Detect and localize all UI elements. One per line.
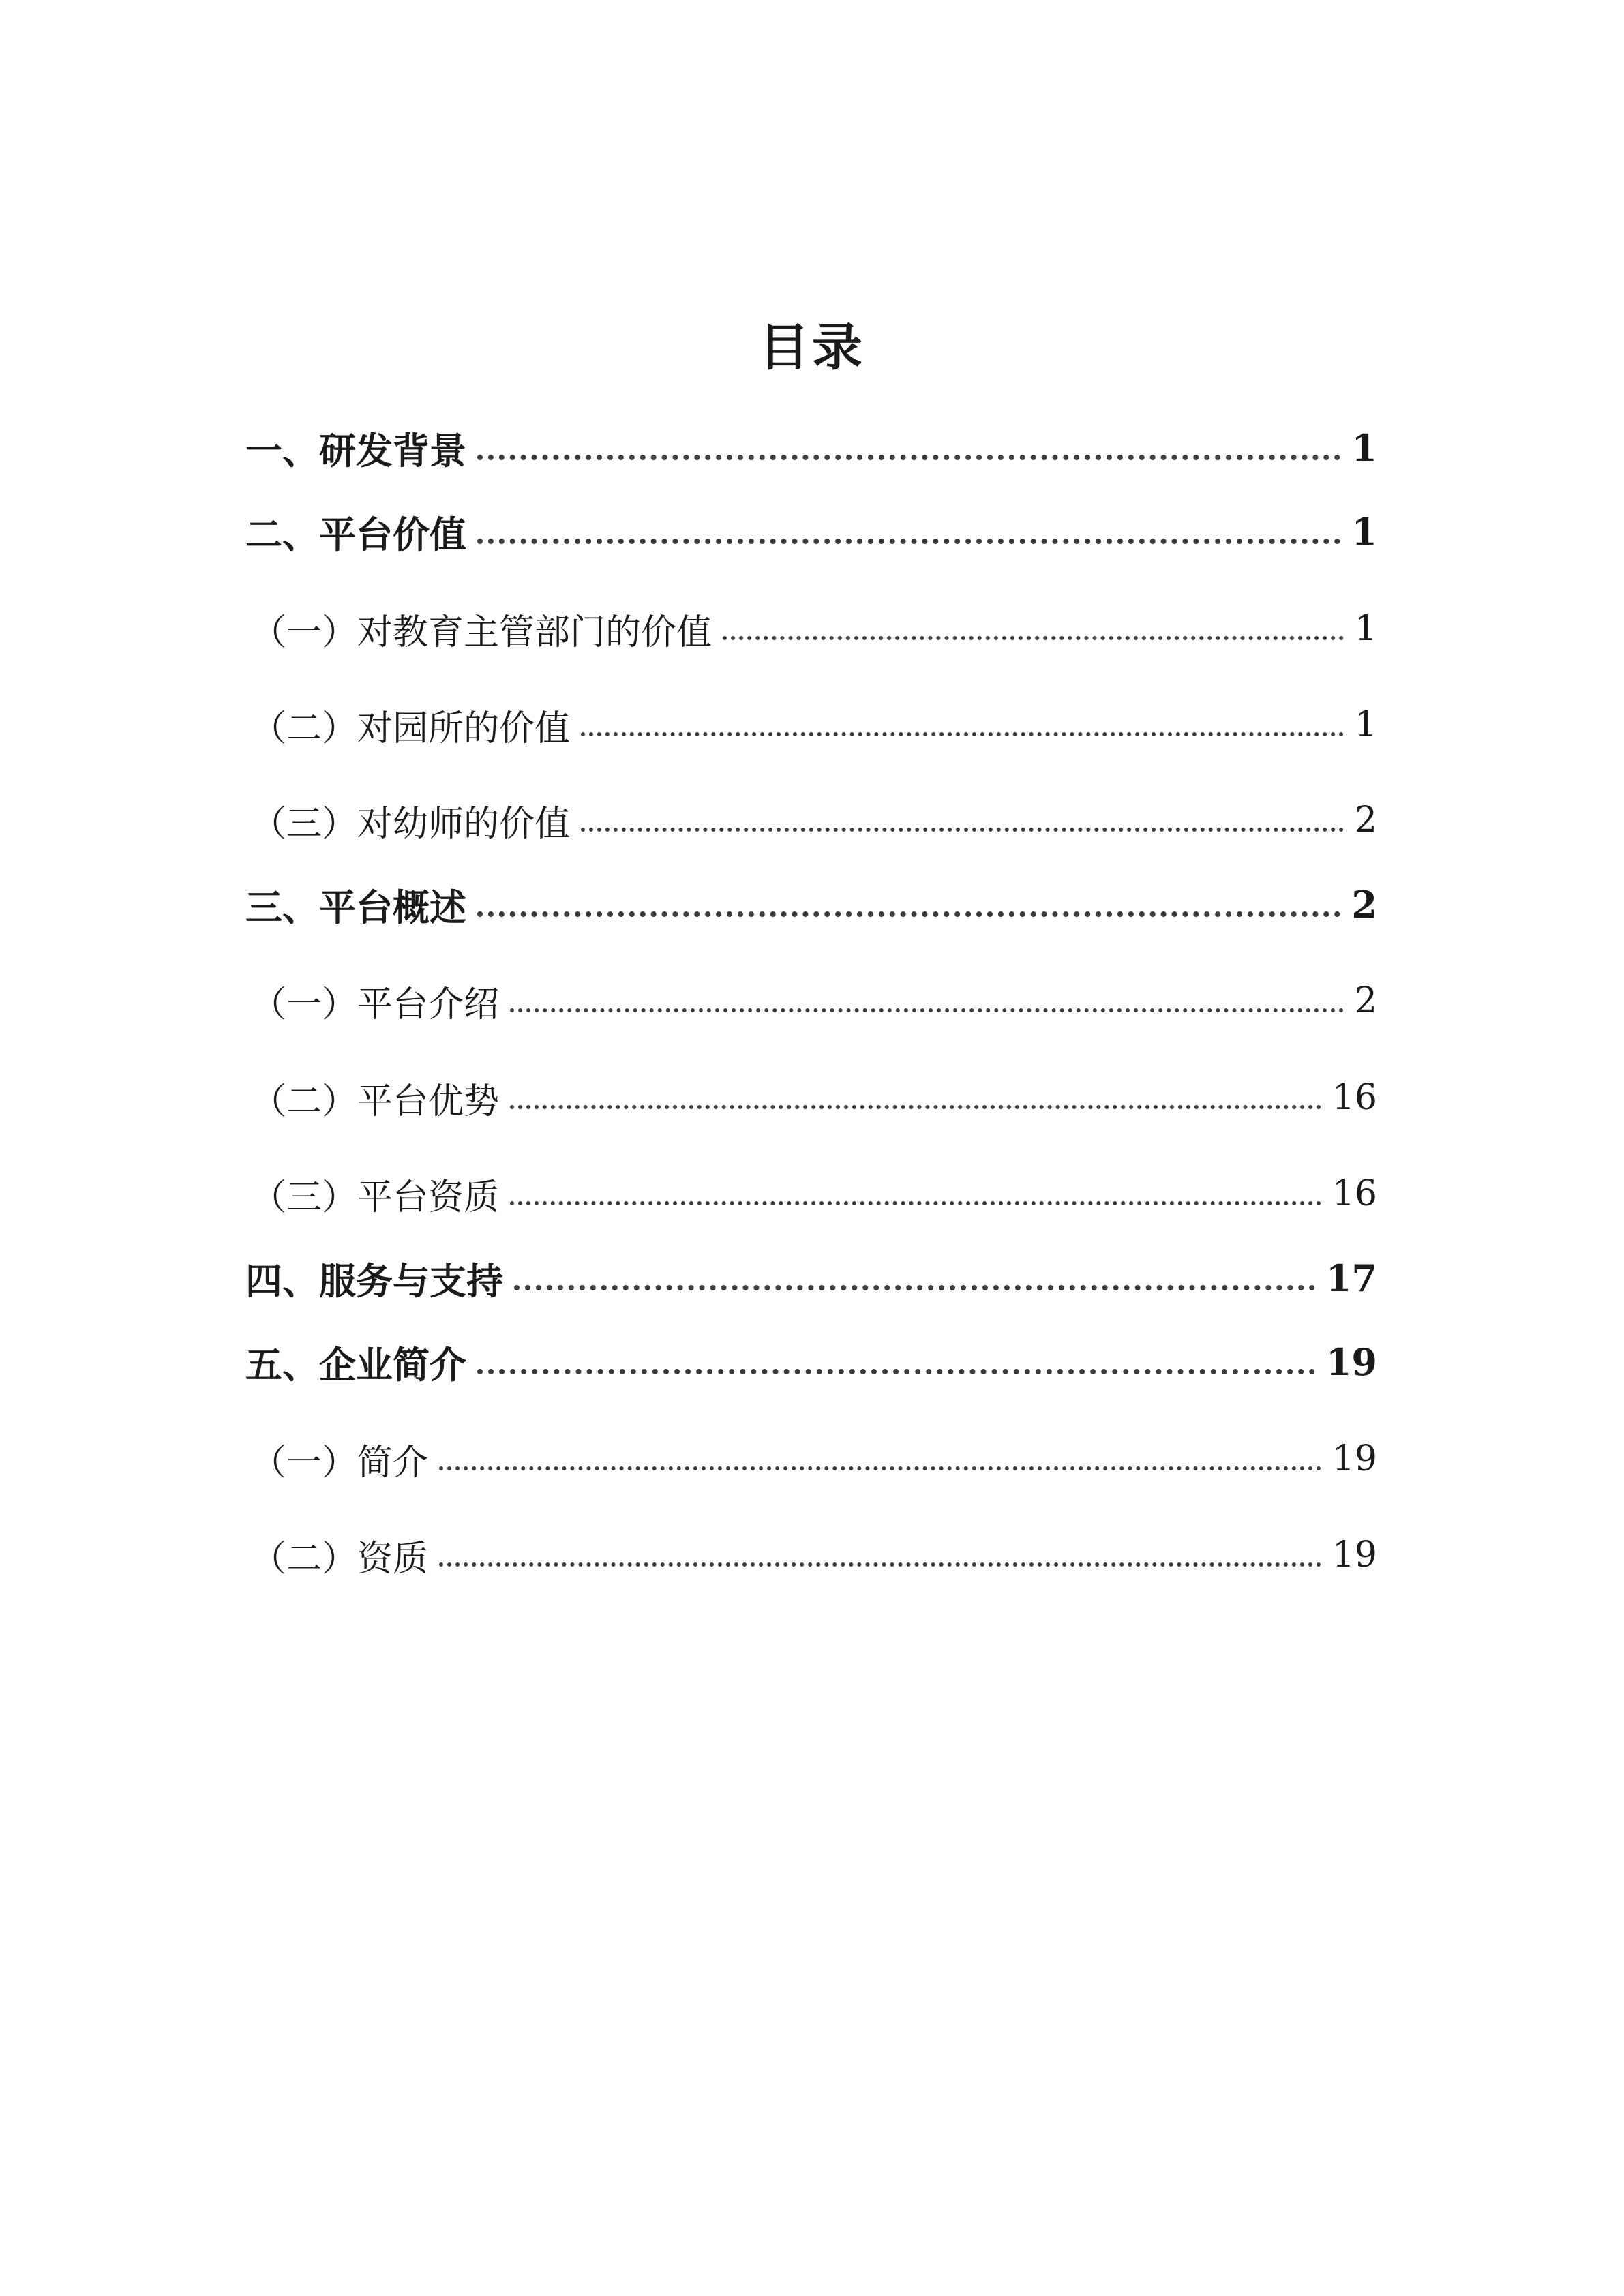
toc-entry-label: （三）平台资质 xyxy=(251,1177,500,1218)
toc-entry-label: 二、平台价值 xyxy=(245,512,466,556)
toc-dot-leader xyxy=(581,828,1344,832)
toc-dot-leader xyxy=(510,1008,1344,1012)
toc-entry-label: 四、服务与支持 xyxy=(245,1258,503,1303)
toc-title: 目录 xyxy=(759,318,865,377)
toc-entry-page: 1 xyxy=(1354,704,1377,745)
toc-entry-label: 一、研发背景 xyxy=(245,428,466,472)
toc-dot-leader xyxy=(477,539,1340,544)
toc-entry[interactable] xyxy=(245,1335,1377,1389)
toc-list xyxy=(245,0,1377,2296)
toc-entry-label: （一）简介 xyxy=(251,1442,429,1483)
toc-entry[interactable] xyxy=(245,1251,1377,1305)
toc-dot-leader xyxy=(723,636,1344,640)
toc-dot-leader xyxy=(510,1105,1321,1109)
toc-entry-page: 19 xyxy=(1325,1340,1377,1384)
toc-dot-leader xyxy=(477,1369,1315,1374)
toc-entry[interactable] xyxy=(245,1432,1377,1486)
toc-entry[interactable] xyxy=(245,877,1377,932)
toc-entry-page: 1 xyxy=(1354,608,1377,649)
toc-entry[interactable] xyxy=(245,504,1377,559)
toc-entry[interactable] xyxy=(245,973,1377,1028)
toc-entry[interactable] xyxy=(245,1528,1377,1582)
toc-dot-leader xyxy=(510,1201,1321,1205)
toc-dot-leader xyxy=(514,1285,1315,1290)
toc-entry-page: 17 xyxy=(1325,1256,1377,1300)
toc-entry-label: 三、平台概述 xyxy=(245,885,466,929)
toc-entry-page: 1 xyxy=(1351,426,1377,470)
toc-entry-page: 1 xyxy=(1351,510,1377,554)
toc-entry[interactable] xyxy=(245,421,1377,475)
toc-entry[interactable] xyxy=(245,697,1377,752)
toc-entry-page: 2 xyxy=(1351,883,1377,926)
toc-entry[interactable] xyxy=(245,1070,1377,1125)
toc-dot-leader xyxy=(439,1466,1321,1470)
toc-entry-page: 16 xyxy=(1332,1077,1377,1118)
toc-entry-page: 19 xyxy=(1332,1438,1377,1479)
toc-entry[interactable] xyxy=(245,1166,1377,1221)
toc-dot-leader xyxy=(477,455,1340,460)
toc-entry-page: 2 xyxy=(1354,800,1377,841)
toc-entry-page: 2 xyxy=(1354,980,1377,1021)
toc-dot-leader xyxy=(581,732,1344,736)
toc-entry-label: （二）对园所的价值 xyxy=(251,708,571,749)
toc-dot-leader xyxy=(439,1562,1321,1567)
toc-entry-label: （一）平台介绍 xyxy=(251,984,500,1025)
toc-entry[interactable] xyxy=(245,793,1377,847)
toc-entry-label: （二）资质 xyxy=(251,1538,429,1580)
toc-entry-label: （二）平台优势 xyxy=(251,1081,500,1122)
toc-dot-leader xyxy=(477,911,1340,917)
toc-entry[interactable] xyxy=(245,601,1377,656)
toc-entry-label: （一）对教育主管部门的价值 xyxy=(251,611,712,653)
toc-entry-page: 16 xyxy=(1332,1173,1377,1214)
toc-entry-label: 五、企业简介 xyxy=(245,1342,466,1387)
toc-entry-page: 19 xyxy=(1332,1535,1377,1575)
toc-entry-label: （三）对幼师的价值 xyxy=(251,803,571,845)
